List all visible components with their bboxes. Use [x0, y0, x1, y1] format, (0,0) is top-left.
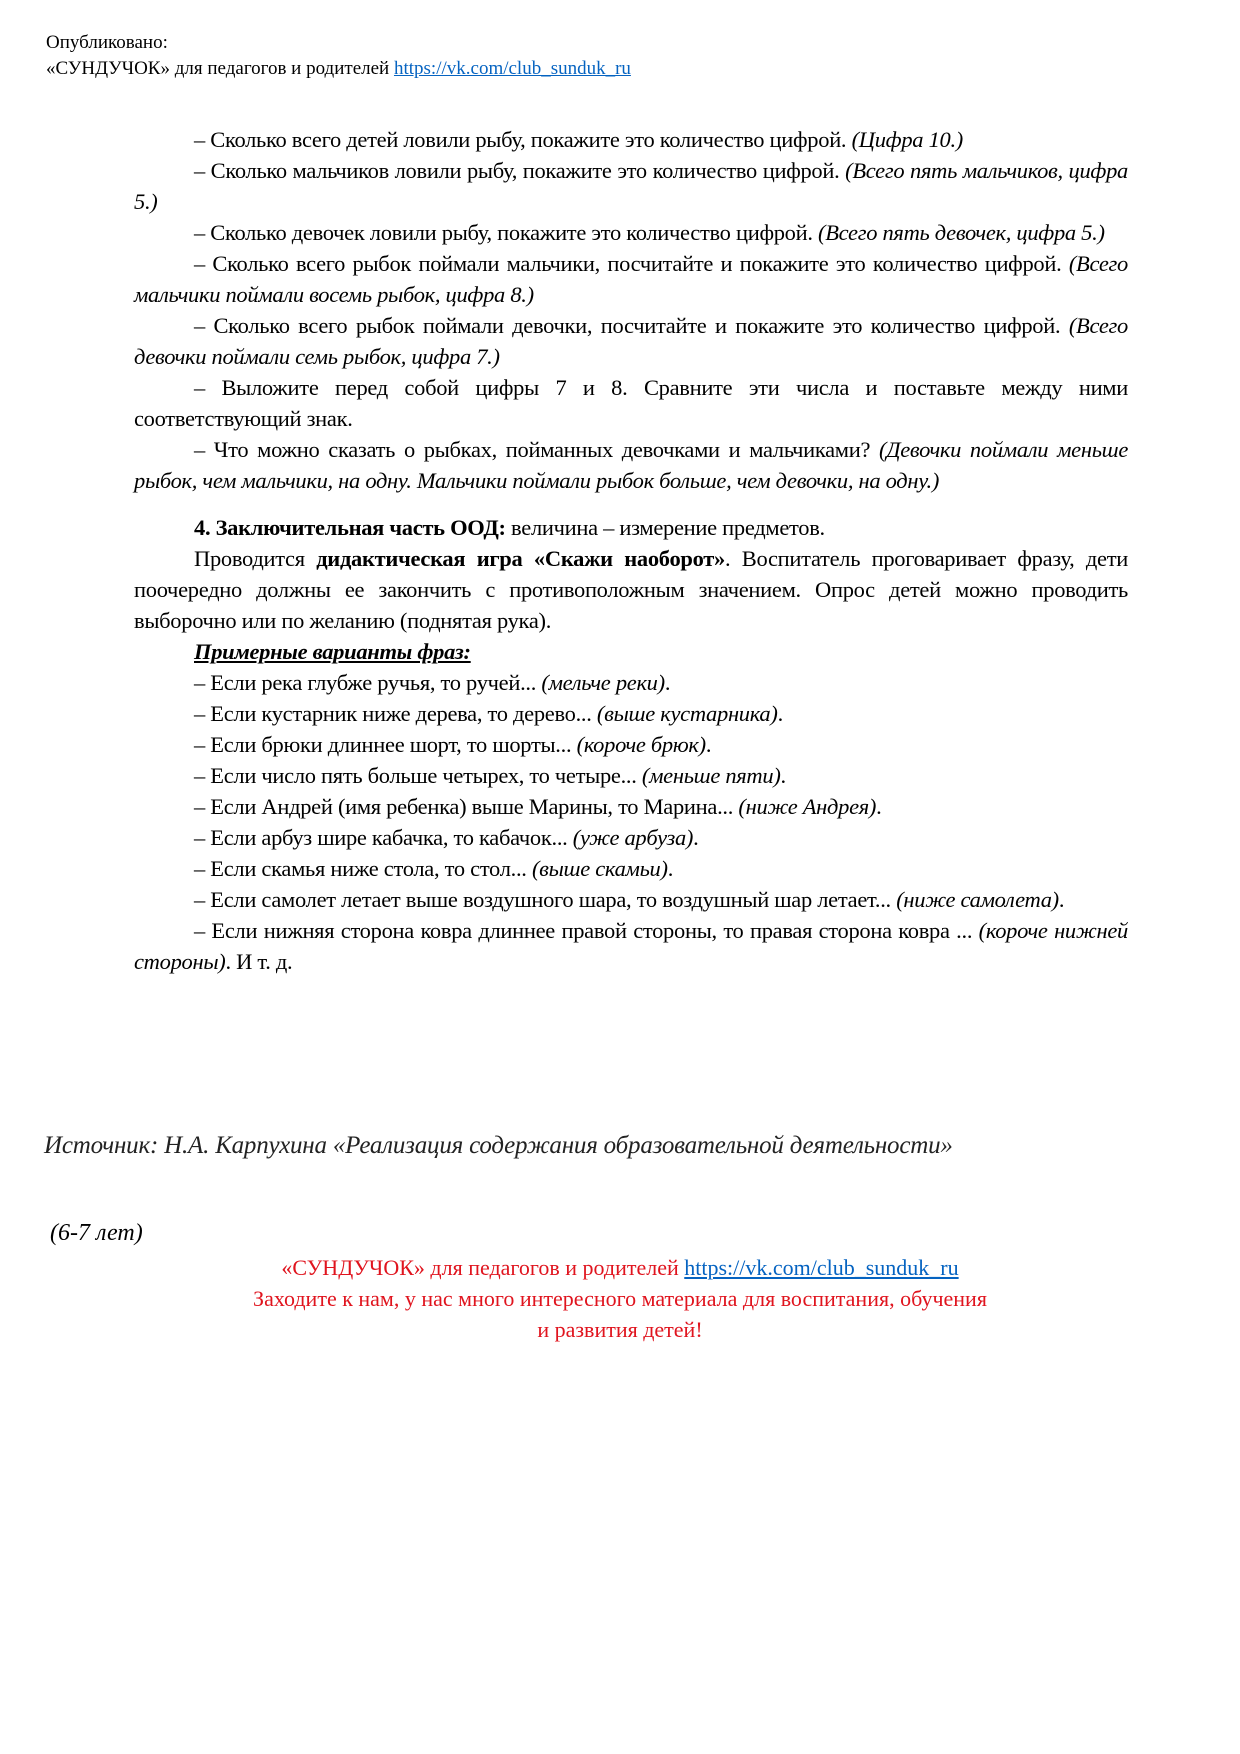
- answer-text: (мельче реки): [541, 670, 665, 695]
- paragraph-text: – Что можно сказать о рыбках, пойманных девочками и мальчиками?: [194, 437, 880, 462]
- answer-text: (Всего пять мальчиков, цифра 5.): [134, 158, 1128, 214]
- paragraph-text: . Воспитатель проговаривает фразу, дети поочередно должны ее закончить с противоположным значением. Опрос детей можно проводить выборочно или по желанию (поднятая рука).: [134, 546, 1128, 633]
- promo-vk-link[interactable]: https://vk.com/club_sunduk_ru: [684, 1255, 959, 1280]
- header-site-name: «СУНДУЧОК» для педагогов и родителей: [46, 58, 390, 79]
- paragraph: [134, 729, 1128, 760]
- paragraph: [134, 884, 1128, 915]
- paragraph: [134, 853, 1128, 884]
- answer-text: (Цифра 10.): [851, 127, 964, 152]
- paragraph: [134, 155, 1128, 217]
- answer-text: (Всего мальчики поймали восемь рыбок, цифра 8.): [134, 251, 1128, 307]
- paragraph-text: .: [777, 701, 783, 726]
- published-label: Опубликовано:: [46, 32, 168, 53]
- header-vk-link[interactable]: https://vk.com/club_sunduk_ru: [393, 58, 631, 79]
- paragraph: [134, 760, 1128, 791]
- answer-text: (ниже самолета): [896, 887, 1059, 912]
- paragraph-text: .: [705, 732, 712, 757]
- paragraph-text: – Если самолет летает выше воздушного шара, то воздушный шар летает...: [194, 887, 897, 912]
- paragraph-text: .: [780, 763, 786, 788]
- paragraph: [134, 915, 1128, 977]
- paragraph-text: – Сколько всего рыбок поймали девочки, посчитайте и покажите это количество цифрой.: [194, 313, 1069, 338]
- paragraph-text: – Выложите перед собой цифры 7 и 8. Сравните эти числа и поставьте между ними соответствующий знак.: [134, 375, 1128, 431]
- paragraph-text: .: [664, 670, 671, 695]
- answer-text: (короче брюк): [576, 732, 706, 757]
- paragraph: [134, 217, 1128, 248]
- paragraph: [134, 667, 1128, 698]
- answer-text: (Девочки поймали меньше рыбок, чем мальчики, на одну. Мальчики поймали рыбок больше, чем девочки, на одну.): [134, 437, 1128, 493]
- paragraph-text: – Сколько всего детей ловили рыбу, покажите это количество цифрой.: [194, 127, 852, 152]
- paragraph: [134, 791, 1128, 822]
- answer-text: (уже арбуза): [572, 825, 694, 850]
- paragraph-text: – Если река глубже ручья, то ручей...: [194, 670, 542, 695]
- paragraph-text: . И т. д.: [225, 949, 293, 974]
- answer-text: (Всего пять девочек, цифра 5.): [818, 220, 1105, 245]
- paragraph: [134, 248, 1128, 310]
- paragraph-text: величина – измерение предметов.: [505, 515, 825, 540]
- paragraph: [134, 124, 1128, 155]
- paragraph-text: .: [667, 856, 674, 881]
- promo-footer: [0, 1252, 1240, 1345]
- paragraph-text: – Если кустарник ниже дерева, то дерево...: [194, 701, 597, 726]
- paragraph-text: – Сколько всего рыбок поймали мальчики, посчитайте и покажите это количество цифрой.: [194, 251, 1069, 276]
- promo-invite-line: Заходите к нам, у нас много интересного материала для воспитания, обучения: [253, 1286, 987, 1311]
- answer-text: (ниже Андрея): [738, 794, 877, 819]
- answer-text: (Всего девочки поймали семь рыбок, цифра 7.): [134, 313, 1128, 369]
- paragraph-text: – Если брюки длиннее шорт, то шорты...: [194, 732, 577, 757]
- promo-site-line: [0, 1252, 1240, 1283]
- promo-site-name: «СУНДУЧОК» для педагогов и родителей: [281, 1255, 679, 1280]
- age-label: (6-7 лет): [50, 1220, 143, 1246]
- paragraph-text: – Если Андрей (имя ребенка) выше Марины, то Марина...: [194, 794, 739, 819]
- paragraph: [134, 822, 1128, 853]
- emphasis-text: 4. Заключительная часть ООД:: [194, 515, 506, 540]
- paragraph-text: – Если скамья ниже стола, то стол...: [194, 856, 532, 881]
- answer-text: (короче нижней стороны): [134, 918, 1129, 974]
- paragraph: [134, 434, 1128, 496]
- document-body: [134, 124, 1128, 977]
- paragraph-text: .: [693, 825, 699, 850]
- promo-invite-line-2: и развития детей!: [537, 1317, 703, 1342]
- paragraph: [134, 512, 1128, 543]
- paragraph: [134, 636, 1128, 667]
- emphasis-text: Примерные варианты фраз:: [194, 639, 471, 664]
- header-site-line: [46, 56, 631, 82]
- paragraph-text: .: [1058, 887, 1065, 912]
- paragraph-text: – Сколько мальчиков ловили рыбу, покажите это количество цифрой.: [194, 158, 846, 183]
- paragraph-text: .: [876, 794, 882, 819]
- answer-text: (выше скамьи): [531, 856, 668, 881]
- paragraph-text: Проводится: [194, 546, 317, 571]
- paragraph: [134, 543, 1128, 636]
- paragraph: [134, 372, 1128, 434]
- emphasis-text: дидактическая игра «Скажи наоборот»: [316, 546, 725, 571]
- answer-text: (меньше пяти): [641, 763, 781, 788]
- paragraph-text: – Сколько девочек ловили рыбу, покажите это количество цифрой.: [194, 220, 819, 245]
- source-citation: Источник: Н.А. Карпухина «Реализация содержания образовательной деятельности»: [44, 1132, 953, 1159]
- paragraph: [134, 310, 1128, 372]
- paragraph-text: – Если число пять больше четырех, то четыре...: [194, 763, 642, 788]
- paragraph: [134, 698, 1128, 729]
- paragraph-text: – Если арбуз шире кабачка, то кабачок...: [194, 825, 573, 850]
- answer-text: (выше кустарника): [596, 701, 778, 726]
- publication-header: [46, 30, 631, 82]
- paragraph-text: – Если нижняя сторона ковра длиннее правой стороны, то правая сторона ковра ...: [194, 918, 979, 943]
